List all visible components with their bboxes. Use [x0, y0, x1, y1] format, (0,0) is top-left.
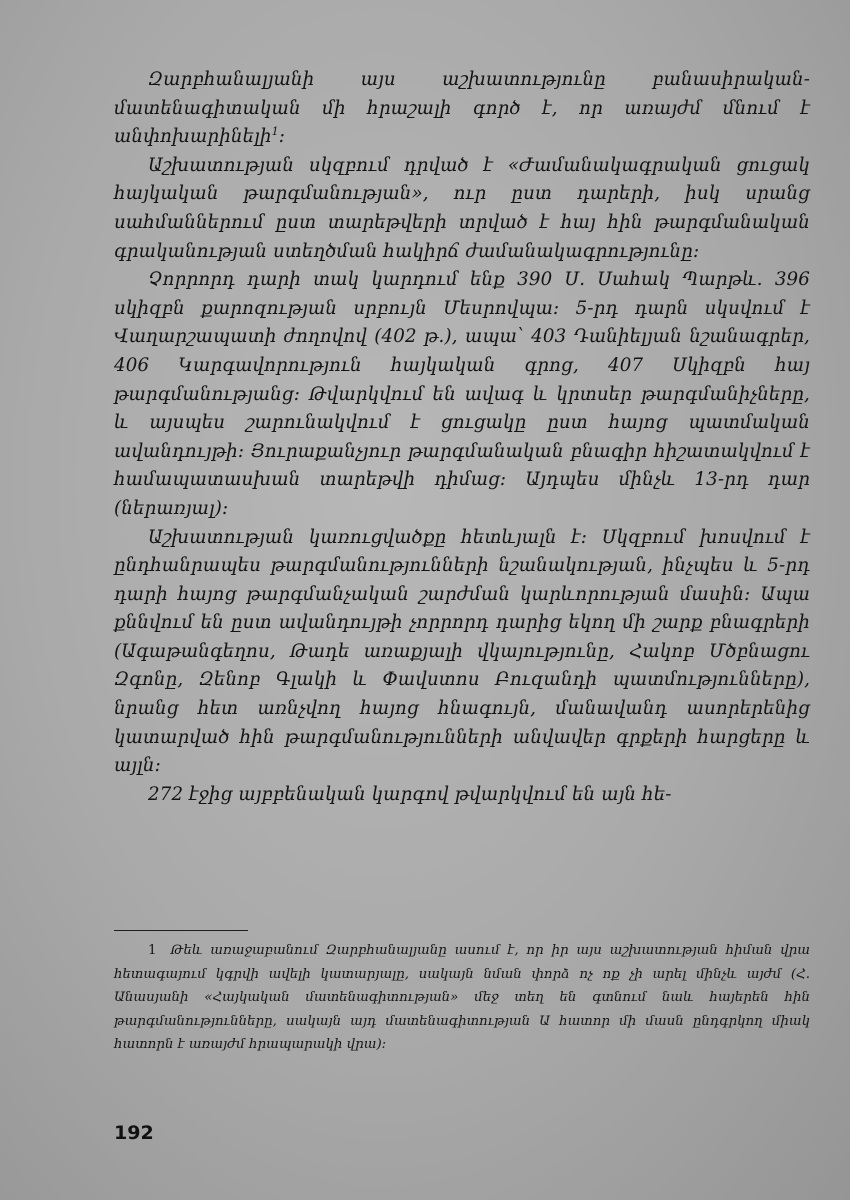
paragraph-5: 272 էջից այբբենական կարգով թվարկվում են այն հե-: [148, 783, 672, 805]
footnote: [114, 939, 810, 1057]
paragraph-3: Չորրորդ դարի տակ կարդում ենք 390 Ս. Սահակ Պարթև. 396 սկիզբն քարոզության սրբույն Մեսրովպա։ 5-րդ դարն սկսվում է Վաղարշապատի ժողովով (402 թ.), ապա՝ 403 Դանիելյան նշանագրեր, 406 Կարգավորություն հայկական գրոց, 407 Սկիզբն հայ թարգմանությանց։ Թվարկվում են ավագ և կրտսեր թարգմանիչները, և այսպես շարունակվում է ցուցակը ըստ հայոց պատմական ավանդույթի։ Յուրաքանչյուր թարգմանական բնագիր հիշատակվում է համապատասխան տարեթվի դիմաց։ Այդպես մինչև 13-րդ դար (ներառյալ)։: [114, 269, 810, 519]
footnote-text: Թեև առաջաբանում Զարբհանալյանը ասում է, որ իր այս աշխատության հիման վրա հետագայում կգրվի ավելի կատարյալը, սակայն նման փորձ ոչ ոք չի արել մինչև այժմ (Հ. Անասյանի «Հայկական մատենագիտության» մեջ տեղ են գտնում նաև հայերեն հին թարգմանությունները, սակայն այդ մատենագիտության Ա հատոր մի մասն ընդգրկող միակ հատորն է առայժմ հրապարակի վրա)։: [114, 943, 810, 1052]
footnote-paragraph: [114, 939, 810, 1057]
main-text: [114, 66, 810, 809]
paragraph-1-text: Զարբհանալյանի այս աշխատությունը բանասիրական-մատենագիտական մի հրաշալի գործ է, որ առայժմ մնում է անփոխարինելի: [114, 69, 810, 148]
page-number: 192: [114, 1122, 154, 1144]
footnote-reference: 1: [271, 125, 279, 139]
footnote-divider: [114, 930, 248, 931]
footnote-marker: 1: [148, 943, 157, 958]
paragraph-4: Աշխատության կառուցվածքը հետևյալն է։ Սկզբում խոսվում է ընդհանրապես թարգմանությունների նշանակության, ինչպես և 5-րդ դարի հայոց թարգմանչական շարժման կարևորության մասին։ Ապա քննվում են ըստ ավանդույթի չորրորդ դարից եկող մի շարք բնագրերի (Ագաթանգեղոս, Թադե առաքյալի վկայությունը, Հակոբ Մծբնացու Զգոնը, Զենոբ Գլակի և Փավստոս Բուզանդի պատմությունները), նրանց հետ առնչվող հայոց հնագույն, մանավանդ ասորերենից կատարված հին թարգմանությունների անվավեր գրքերի հարցերը և այլն։: [114, 526, 810, 777]
paragraph-1: Զարբհանալյանի այս աշխատությունը բանասիրական-մատենագիտական մի հրաշալի գործ է, որ առայժմ մնում է անփոխարինելի$^1$։: [114, 69, 810, 148]
paragraph-2: Աշխատության սկզբում դրված է «Ժամանակագրական ցուցակ հայկական թարգմանության», ուր ըստ դարերի, իսկ սրանց սահմաններում ըստ տարեթվերի տրված է հայ հին թարգմանական գրականության ստեղծման հակիրճ ժամանակագրությունը։: [114, 154, 810, 262]
